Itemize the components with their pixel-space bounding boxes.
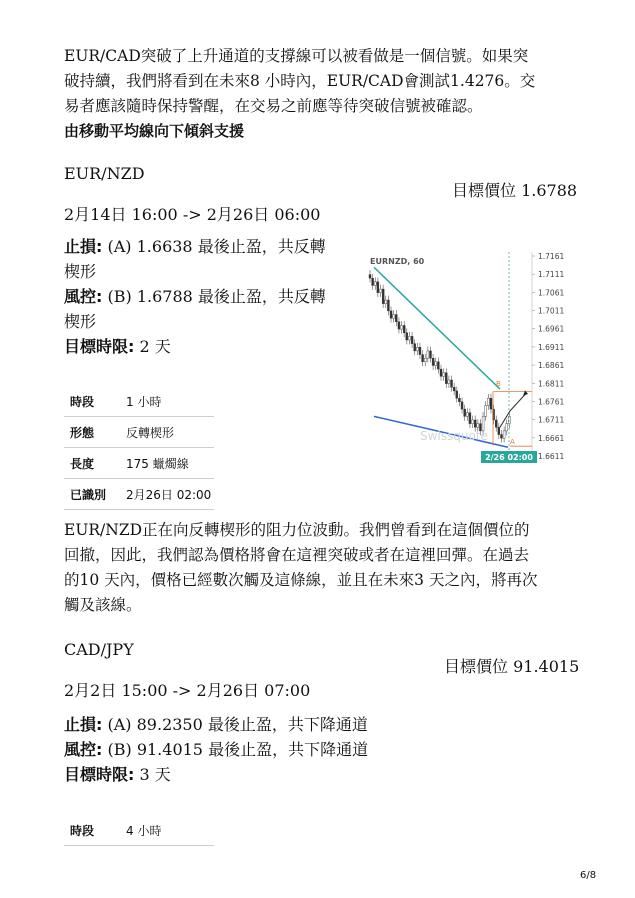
candle-body [380,289,382,293]
time-limit-value: 3 天 [134,765,171,784]
candle-body [456,391,458,398]
candle-body [440,369,442,376]
y-tick-label: 1.7061 [538,288,565,298]
target-price: 目標價位 1.6788 [452,181,578,200]
candle-body [443,373,445,377]
risk-value: (B) 91.4015 最後止盈，共下降通道 [102,740,369,759]
table-row [64,815,214,846]
section-heading: 由移動平均線向下傾斜支援 [64,122,245,140]
candle-body [406,333,408,340]
table-row [64,417,214,448]
y-tick-label: 1.6961 [538,324,565,334]
candle-body [474,420,476,427]
candle-body [395,315,397,322]
target-price: 目標價位 91.4015 [444,657,580,676]
candle-body [506,424,508,431]
candle-body [498,427,500,434]
table-key: 長度 [64,448,126,479]
candle-body [398,322,400,329]
candle-body [485,405,487,416]
stop-value-cont: 楔形 [64,262,97,281]
chart-title: EURNZD, 60 [370,257,425,266]
y-tick-label: 1.7011 [538,306,565,316]
candle-body [432,358,434,365]
table-value: 2月26日 02:00 [126,479,214,510]
analysis-line: 的10 天內，價格已經數次觸及這條線，並且在未來3 天之內，將再次 [64,571,538,589]
y-tick-label: 1.7111 [538,270,565,280]
risk-value: (B) 1.6788 最後止盈，共反轉 [102,287,326,306]
table-key: 已識別 [64,479,126,510]
risk-value-cont: 楔形 [64,312,97,331]
candle-body [427,351,429,358]
time-limit-value: 2 天 [134,337,171,356]
table-value: 反轉楔形 [126,417,214,448]
candle-body [393,315,395,319]
candle-body [458,398,460,402]
candle-body [461,402,463,409]
intro-paragraph [64,44,584,144]
table-key: 形態 [64,417,126,448]
candle-body [477,424,479,428]
y-tick-label: 1.6811 [538,379,565,389]
candle-body [419,347,421,354]
analysis-line: EUR/NZD正在向反轉楔形的阻力位波動。我們曾看到在這個價位的 [64,521,530,539]
candle-body [472,420,474,424]
candle-body [495,420,497,427]
candle-body [503,431,505,438]
stop-value: (A) 89.2350 最後止盈，共下降通道 [102,715,368,734]
intro-line: 易者應該隨時保持警醒，在交易之前應等待突破信號被確認。 [64,97,483,115]
y-tick-label: 1.7161 [538,252,565,261]
stop-value: (A) 1.6638 最後止盈，共反轉 [102,237,326,256]
candle-body [369,275,371,279]
stop-label: 止損: [64,237,103,256]
pair-title: CAD/JPY [64,640,134,659]
candle-body [437,362,439,369]
risk-label: 風控: [64,740,103,759]
y-tick-label: 1.6911 [538,342,565,352]
table-key: 時段 [64,386,126,417]
marker-b: B [496,380,501,388]
chart-watermark: Swissquote [420,429,488,443]
candle-body [451,380,453,387]
candle-body [490,398,492,409]
trade-levels [64,712,424,787]
table-value: 4 小時 [126,815,214,846]
eurnzd-chart [360,248,575,466]
intro-line: 破持續，我們將看到在未來8 小時內，EUR/CAD會測試1.4276。交 [64,72,536,90]
candle-body [429,351,431,358]
table-row [64,479,214,510]
time-limit-label: 目標時限: [64,337,135,356]
table-key: 時段 [64,815,126,846]
pattern-info-table [64,815,214,846]
stop-label: 止損: [64,715,103,734]
risk-label: 風控: [64,287,103,306]
candle-body [390,311,392,318]
candle-body [435,362,437,366]
candle-body [401,325,403,329]
candle-body [374,282,376,286]
analysis-line: 回撤，因此，我們認為價格將會在這裡突破或者在這裡回彈。在過去 [64,546,530,564]
analysis-line: 觸及該線。 [64,596,142,614]
candle-body [469,413,471,424]
table-value: 1 小時 [126,386,214,417]
y-tick-label: 1.6761 [538,397,565,407]
candle-body [466,413,468,417]
candle-body [448,380,450,384]
x-axis-label: 2/26 02:00 [485,453,533,462]
y-tick-label: 1.6611 [538,452,565,461]
candle-body [453,387,455,391]
candle-body [416,347,418,351]
y-tick-label: 1.6861 [538,361,565,371]
y-tick-label: 1.6711 [538,415,565,425]
candle-body [487,398,489,405]
candle-body [408,336,410,340]
table-row [64,448,214,479]
table-row [64,386,214,417]
time-limit-label: 目標時限: [64,765,135,784]
candle-body [424,358,426,362]
candle-body [464,409,466,416]
candle-body [411,336,413,343]
candle-body [403,325,405,332]
analysis-paragraph [64,518,584,618]
page-number: 6/8 [580,870,597,881]
table-value: 175 蠟燭線 [126,448,214,479]
candle-body [414,344,416,351]
candle-body [372,278,374,285]
intro-line: EUR/CAD突破了上升通道的支撐線可以被看做是一個信號。如果突 [64,47,529,65]
candle-body [445,373,447,384]
candle-body [387,300,389,311]
y-tick-label: 1.6661 [538,433,565,443]
pair-title: EUR/NZD [64,164,145,183]
candle-body [377,282,379,293]
candle-body [385,300,387,304]
candle-body [422,355,424,362]
time-range: 2月14日 16:00 -> 2月26日 06:00 [64,205,321,224]
candle-body [382,289,384,304]
pattern-info-table [64,386,214,510]
candle-body [500,435,502,439]
time-range: 2月2日 15:00 -> 2月26日 07:00 [64,681,311,700]
trade-levels [64,234,354,359]
marker-a: A [510,438,515,446]
